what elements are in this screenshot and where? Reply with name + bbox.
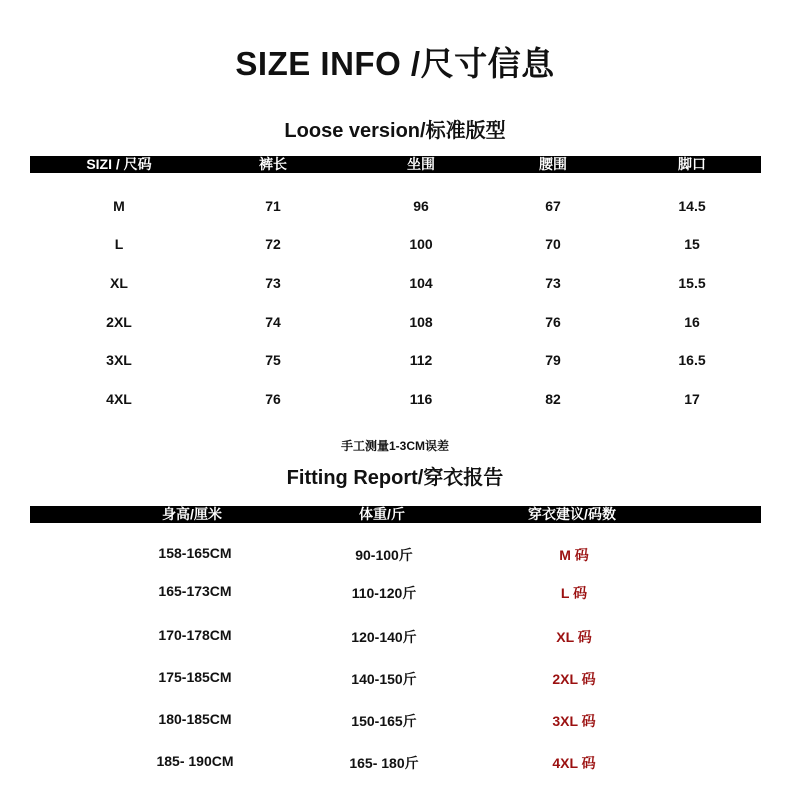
size_table-cell: 16 xyxy=(684,314,700,330)
size_table-cell: 14.5 xyxy=(678,198,706,214)
page-title: SIZE INFO /尺寸信息 xyxy=(235,45,555,82)
size_table-cell: 17 xyxy=(684,391,700,407)
size_table-cell: 82 xyxy=(545,391,561,407)
fitting_table-cell: 90-100斤 xyxy=(355,547,413,563)
size_table-cell: 96 xyxy=(413,198,429,214)
fitting_table-cell: L 码 xyxy=(560,585,588,601)
fitting_table-cell: 110-120斤 xyxy=(351,585,417,601)
fitting_table-header-cell: 身高/厘米 xyxy=(162,506,222,522)
size_table-cell: 15.5 xyxy=(678,275,706,291)
fitting_table-cell: XL 码 xyxy=(556,629,592,645)
fitting_table-cell: 180-185CM xyxy=(158,711,232,727)
fitting_table-cell: 150-165斤 xyxy=(351,713,417,729)
size_table-cell: 3XL xyxy=(106,352,132,368)
fitting_table-cell: 185- 190CM xyxy=(156,753,234,769)
size_table-header-cell: 裤长 xyxy=(259,156,287,172)
size_table-cell: 108 xyxy=(409,314,433,330)
size_table-cell: 75 xyxy=(265,352,281,368)
fitting_table-cell: 140-150斤 xyxy=(351,671,417,687)
fitting_table-header-cell: 穿衣建议/码数 xyxy=(528,506,616,522)
size_table-cell: 72 xyxy=(265,236,281,252)
size_table-cell: 76 xyxy=(545,314,561,330)
size_table-header-cell: 腰围 xyxy=(539,156,567,172)
size_table-cell: XL xyxy=(110,275,128,291)
fitting_table-cell: 175-185CM xyxy=(158,669,232,685)
size_table-cell: 116 xyxy=(409,391,433,407)
size_table-cell: 4XL xyxy=(106,391,132,407)
fitting_table-cell: 165- 180斤 xyxy=(349,755,419,771)
size_table-cell: 70 xyxy=(545,236,561,252)
size_table-cell: 73 xyxy=(545,275,561,291)
size_table-header-cell: 坐围 xyxy=(407,156,435,172)
fitting-table-header xyxy=(30,506,761,523)
size_table-cell: 15 xyxy=(684,236,700,252)
fitting_table-header-cell: 体重/斤 xyxy=(359,506,405,522)
measurement-note: 手工测量1-3CM误差 xyxy=(340,439,449,453)
size_table-cell: 79 xyxy=(545,352,561,368)
size_table-cell: 71 xyxy=(265,198,281,214)
fitting_table-cell: 158-165CM xyxy=(158,545,232,561)
fitting_table-cell: 165-173CM xyxy=(158,583,232,599)
size_table-cell: 16.5 xyxy=(678,352,706,368)
size_table-cell: 104 xyxy=(409,275,433,291)
size_table-cell: 67 xyxy=(545,198,561,214)
size_table-cell: 73 xyxy=(265,275,281,291)
size_table-cell: 100 xyxy=(409,236,433,252)
size_table-cell: 76 xyxy=(265,391,281,407)
size-table-header xyxy=(30,156,761,173)
fitting_table-cell: M 码 xyxy=(559,547,589,563)
fitting_table-cell: 4XL 码 xyxy=(552,755,596,771)
fitting_table-cell: 120-140斤 xyxy=(351,629,417,645)
fitting_table-cell: 170-178CM xyxy=(158,627,232,643)
size_table-header-cell: 脚口 xyxy=(678,156,706,172)
size_table-cell: M xyxy=(113,198,125,214)
size_table-cell: L xyxy=(114,236,124,252)
size-table-title: Loose version/标准版型 xyxy=(284,120,506,142)
size_table-cell: 74 xyxy=(265,314,281,330)
fitting_table-cell: 2XL 码 xyxy=(552,671,596,687)
size_table-cell: 112 xyxy=(409,352,433,368)
size_table-cell: 2XL xyxy=(106,314,132,330)
fitting-table-title: Fitting Report/穿衣报告 xyxy=(286,467,504,489)
fitting_table-cell: 3XL 码 xyxy=(552,713,596,729)
size_table-header-cell: SIZI / 尺码 xyxy=(86,156,152,172)
